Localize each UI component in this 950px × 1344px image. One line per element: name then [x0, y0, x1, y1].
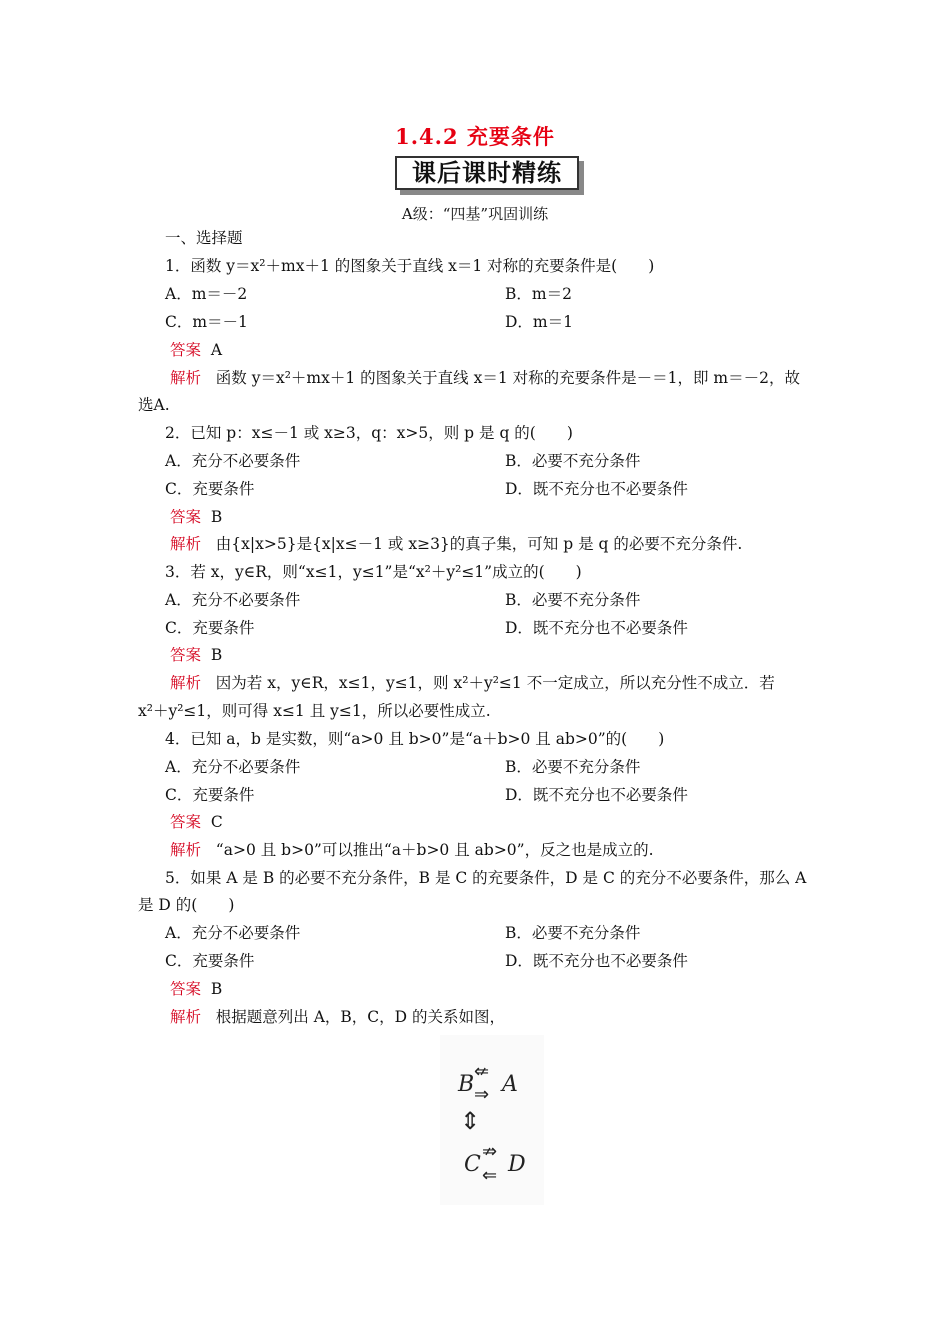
- analysis-text-cont: x²＋y²≤1，则可得 x≤1 且 y≤1，所以必要性成立.: [138, 702, 491, 720]
- answer-row: [170, 340, 222, 360]
- answer-label: 答案: [170, 646, 202, 664]
- option-d: D．既不充分也不必要条件: [505, 480, 688, 498]
- analysis-text-cont: 选A.: [138, 396, 170, 414]
- option-b: B．m＝2: [505, 285, 572, 303]
- option-a: A．充分不必要条件: [165, 758, 301, 776]
- not-implies-right-arrow: ⇏: [482, 1141, 498, 1162]
- section-badge: [395, 156, 583, 194]
- implies-right-arrow: ⇒: [474, 1084, 490, 1105]
- answer-value: B: [210, 980, 223, 998]
- letter-a: A: [502, 1072, 518, 1097]
- analysis-text: 因为若 x，y∈R，x≤1，y≤1，则 x²＋y²≤1 不一定成立，所以充分性不成立．若: [215, 674, 775, 692]
- implies-left-arrow: ⇐: [482, 1165, 498, 1186]
- letter-b: B: [458, 1072, 475, 1097]
- option-b: B．必要不充分条件: [505, 452, 641, 470]
- option-c: C．充要条件: [165, 480, 255, 498]
- analysis-text: 由{x|x>5}是{x|x≤－1 或 x≥3}的真子集，可知 p 是 q 的必要不充分条件.: [215, 535, 743, 553]
- analysis-text: 函数 y＝x²＋mx＋1 的图象关于直线 x＝1 对称的充要条件是－＝1，即 m＝－2，故: [215, 369, 800, 387]
- question-stem: 1．函数 y＝x²＋mx＋1 的图象关于直线 x＝1 对称的充要条件是( ): [165, 257, 655, 275]
- letter-c: C: [464, 1152, 481, 1177]
- answer-row: [170, 645, 222, 665]
- question-stem-cont: 是 D 的( ): [138, 896, 235, 914]
- option-c: C．充要条件: [165, 786, 255, 804]
- answer-value: B: [210, 508, 223, 526]
- analysis-row: [170, 534, 742, 554]
- answer-label: 答案: [170, 508, 202, 526]
- answer-value: C: [210, 813, 223, 831]
- analysis-row: [170, 368, 800, 388]
- answer-value: B: [210, 646, 223, 664]
- badge-label: 课后课时精练: [395, 156, 579, 190]
- page-title: 1.4.2 充要条件: [395, 124, 555, 149]
- question-stem: 2．已知 p：x≤－1 或 x≥3，q：x>5，则 p 是 q 的( ): [165, 424, 573, 442]
- analysis-row: [170, 673, 775, 693]
- analysis-label: 解析: [170, 674, 202, 692]
- answer-label: 答案: [170, 341, 202, 359]
- analysis-text: 根据题意列出 A，B，C，D 的关系如图，: [215, 1008, 506, 1026]
- analysis-label: 解析: [170, 535, 202, 553]
- option-d: D．m＝1: [505, 313, 573, 331]
- relation-diagram: [440, 1035, 544, 1205]
- question-stem: 5．如果 A 是 B 的必要不充分条件，B 是 C 的充要条件，D 是 C 的充分不必要条件，那么 A: [165, 869, 807, 887]
- option-c: C．m＝－1: [165, 313, 248, 331]
- option-d: D．既不充分也不必要条件: [505, 786, 688, 804]
- option-c: C．充要条件: [165, 619, 255, 637]
- answer-label: 答案: [170, 813, 202, 831]
- option-b: B．必要不充分条件: [505, 924, 641, 942]
- option-a: A．充分不必要条件: [165, 591, 301, 609]
- analysis-label: 解析: [170, 841, 202, 859]
- option-c: C．充要条件: [165, 952, 255, 970]
- answer-row: [170, 979, 222, 999]
- option-a: A．充分不必要条件: [165, 452, 301, 470]
- option-a: A．m＝－2: [165, 285, 248, 303]
- option-b: B．必要不充分条件: [505, 591, 641, 609]
- equivalence-vertical-arrow: ⇕: [460, 1107, 481, 1135]
- analysis-row: [170, 840, 654, 860]
- answer-row: [170, 507, 222, 527]
- answer-label: 答案: [170, 980, 202, 998]
- analysis-row: [170, 1007, 505, 1027]
- option-d: D．既不充分也不必要条件: [505, 619, 688, 637]
- question-stem: 4．已知 a，b 是实数，则“a>0 且 b>0”是“a＋b>0 且 ab>0”的( ): [165, 730, 665, 748]
- not-implies-left-arrow: ⇍: [474, 1061, 490, 1082]
- section-heading: 一、选择题: [165, 229, 243, 247]
- option-b: B．必要不充分条件: [505, 758, 641, 776]
- question-stem: 3．若 x，y∈R，则“x≤1，y≤1”是“x²＋y²≤1”成立的( ): [165, 563, 582, 581]
- analysis-label: 解析: [170, 1008, 202, 1026]
- level-heading: A级：“四基”巩固训练: [401, 205, 549, 223]
- answer-value: A: [210, 341, 223, 359]
- option-d: D．既不充分也不必要条件: [505, 952, 688, 970]
- analysis-text: “a>0 且 b>0”可以推出“a＋b>0 且 ab>0”，反之也是成立的.: [215, 841, 654, 859]
- option-a: A．充分不必要条件: [165, 924, 301, 942]
- answer-row: [170, 812, 223, 832]
- analysis-label: 解析: [170, 369, 202, 387]
- letter-d: D: [508, 1152, 526, 1177]
